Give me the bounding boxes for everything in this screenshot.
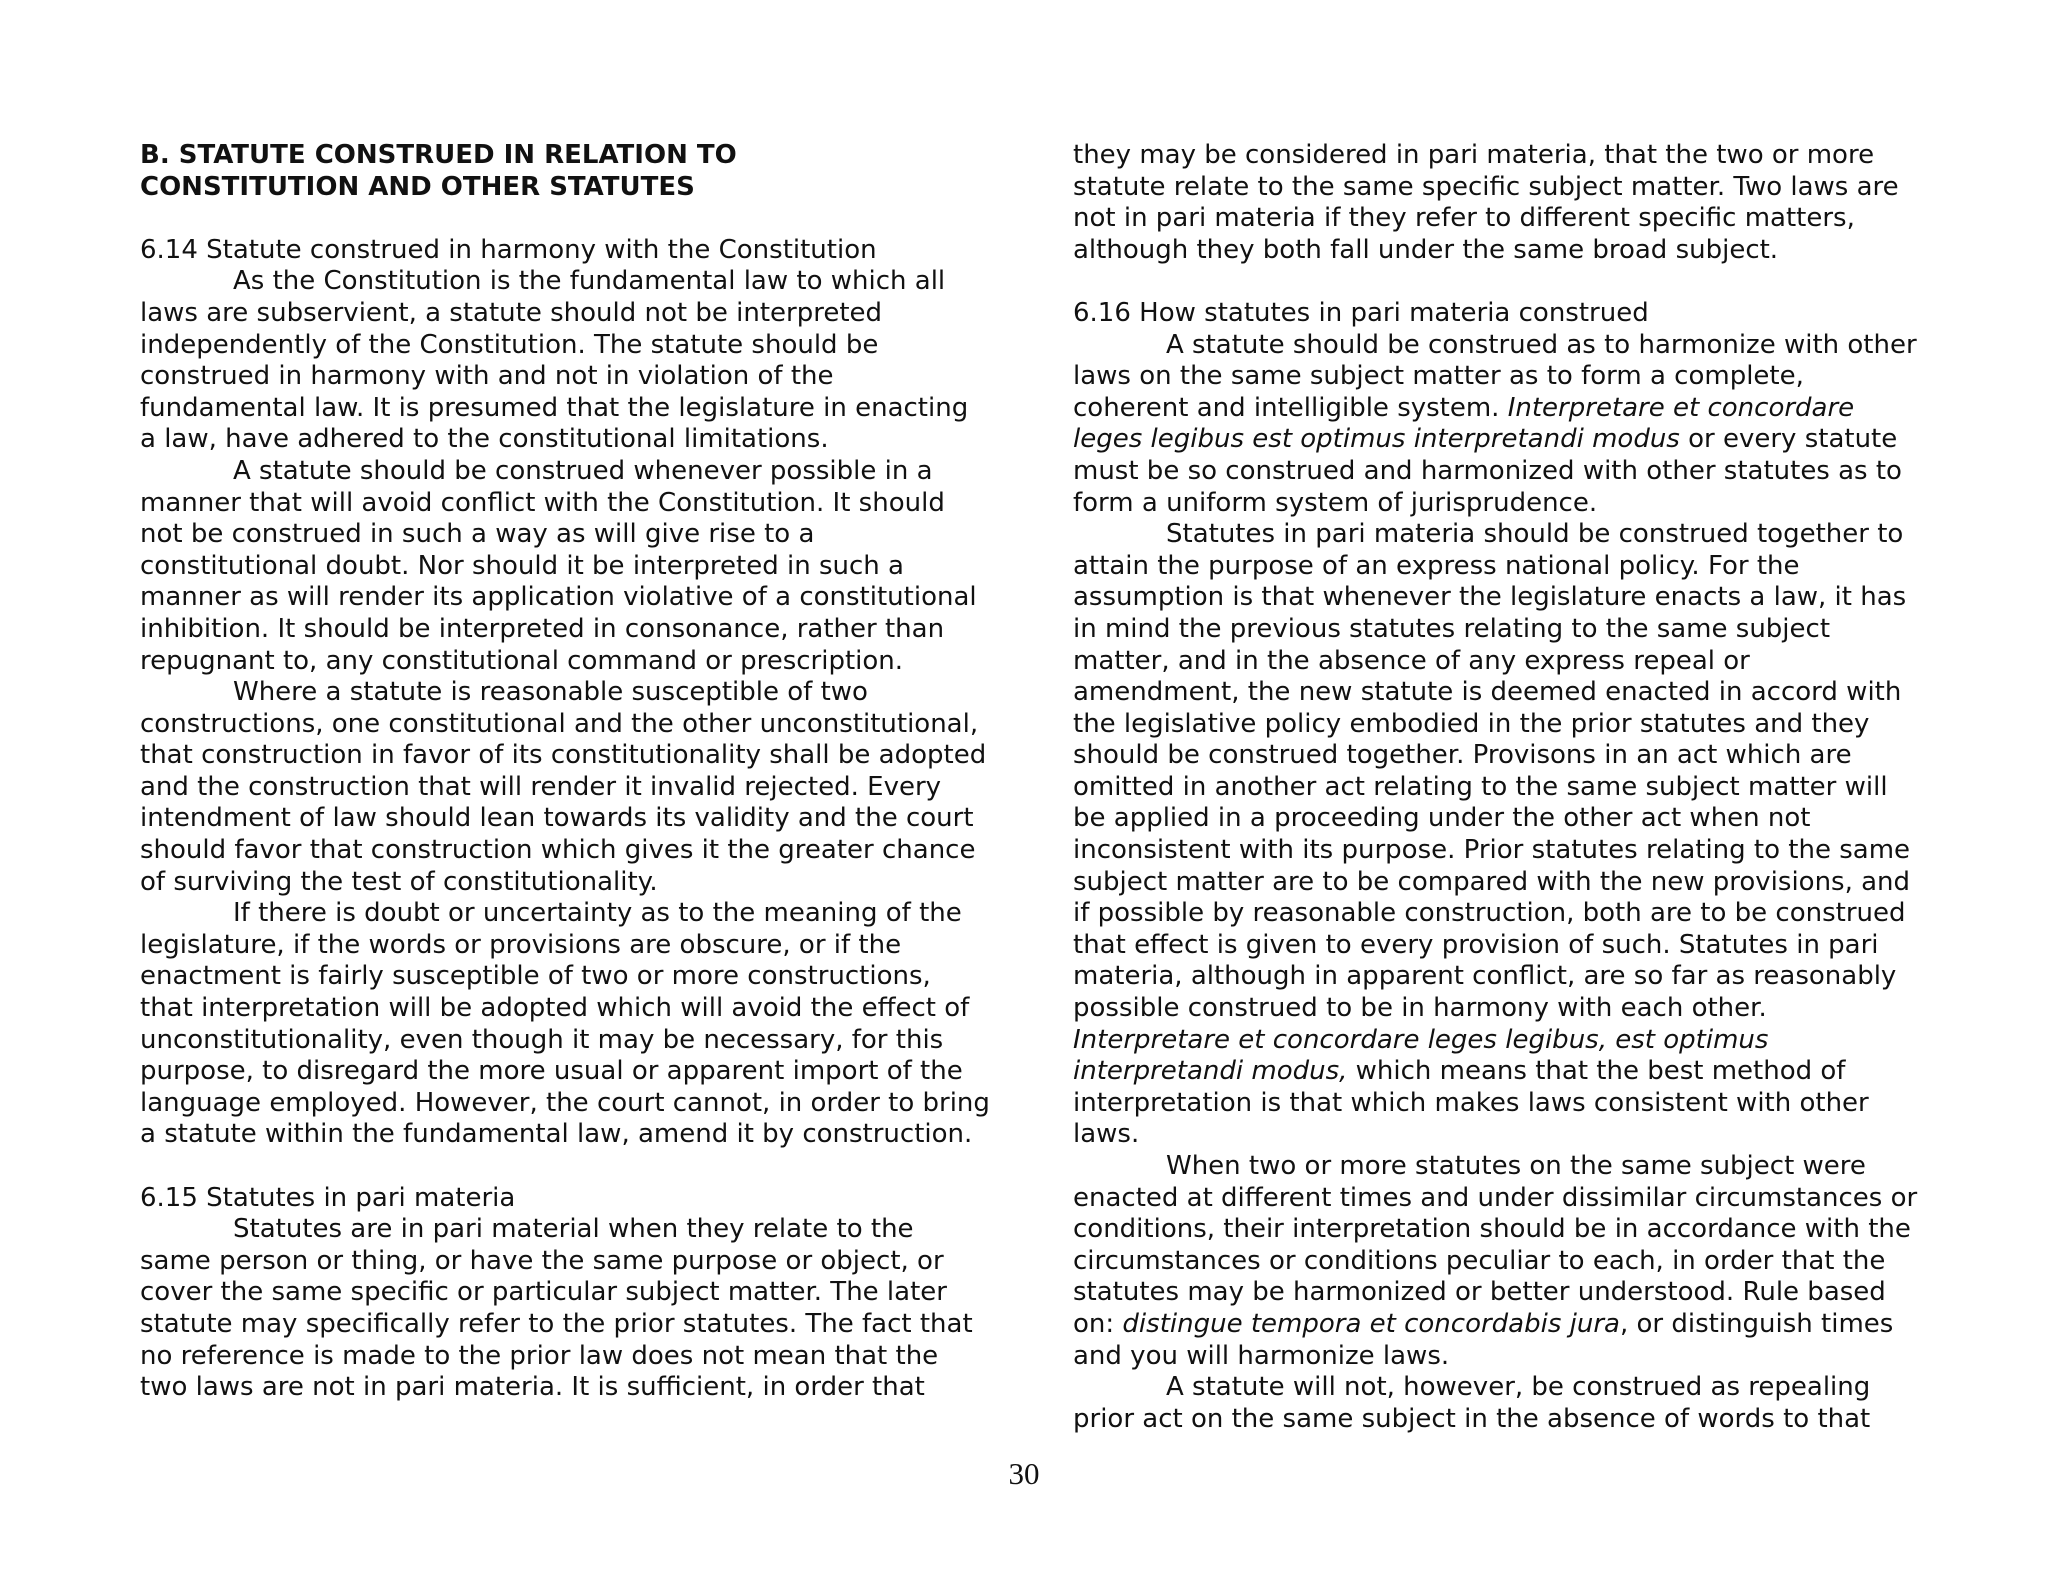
paragraph-text: which means that the best method of interpretation is that which makes laws consistent with other laws. [1073, 1056, 1869, 1150]
page-number: 30 [1008, 1456, 1040, 1491]
paragraph-text: , or distinguish times and you will harmonize laws. [1073, 1308, 1894, 1371]
paragraph-text: or every statute must be so construed and harmonized with other statutes as to form a uniform system of jurisprudence. [1073, 424, 1902, 518]
section-6-16-paragraph-4: A statute will not, however, be construed as repealing prior act on the same subject in the absence of words to that [1073, 1372, 1871, 1434]
section-heading-line-1: B. STATUTE CONSTRUED IN RELATION TO [140, 140, 737, 170]
paragraph-text: When two or more statutes on the same subject were enacted at different times and under dissimilar circumstances or conditions, their interpretation should be in accordance with the circumstances or conditions peculiar to each, in order that the statutes may be harmonized or better understood. Rule based on: [1073, 1151, 1918, 1339]
section-heading-line-2: CONSTITUTION AND OTHER STATUTES [140, 171, 695, 202]
section-6-15-title: 6.15 Statutes in pari materia [140, 1182, 516, 1213]
section-6-14-paragraph-2: A statute should be construed whenever possible in a manner that will avoid conflict with the Constitution. It should not be construed in such a way as will give rise to a constitutional doubt. Nor should it be interpreted in such a manner as will render its application violative of a constitutional inhibition. It should be interpreted in consonance, rather than repugnant to, any constitutional command or prescription. [140, 455, 977, 676]
latin-maxim: distingue tempora et concordabis jura [1122, 1308, 1620, 1339]
latin-maxim: Interpretare et concordare leges legibus, est optimus interpretandi modus, [1073, 1024, 1769, 1087]
section-heading [140, 140, 990, 203]
spacer [140, 1151, 990, 1183]
section-6-14-paragraph-3: Where a statute is reasonable susceptible of two constructions, one constitutional and the other unconstitutional, that construction in favor of its constitutionality shall be adopted and the construction that will render it invalid rejected. Every intendment of law should lean towards its validity and the court should favor that construction which gives it the greater chance of surviving the test of constitutionality. [140, 677, 987, 897]
left-column [140, 140, 990, 1404]
paragraph-text: A statute should be construed as to harmonize with other laws on the same subject matter as to form a complete, coherent and intelligible system. [1073, 329, 1917, 423]
spacer [1073, 266, 1923, 298]
section-6-14-paragraph-1: As the Constitution is the fundamental law to which all laws are subservient, a statute should not be interpreted independently of the Constitution. The statute should be construed in harmony with and not in violation of the fundamental law. It is presumed that the legislature in enacting a law, have adhered to the constitutional limitations. [140, 266, 969, 455]
section-6-16-paragraph-3 [1073, 1151, 1923, 1372]
spacer [140, 203, 990, 235]
section-6-16-paragraph-2 [1073, 519, 1923, 1151]
section-6-14-title: 6.14 Statute construed in harmony with the Constitution [140, 234, 877, 265]
section-6-15-paragraph-1: Statutes are in pari material when they relate to the same person or thing, or have the same purpose or object, or cover the same specific or particular subject matter. The later statute may specifically refer to the prior statutes. The fact that no reference is made to the prior law does not mean that the two laws are not in pari materia. It is sufficient, in order that [140, 1214, 973, 1403]
section-6-16-title: 6.16 How statutes in pari materia construed [1073, 297, 1649, 328]
latin-maxim: Interpretare et concordare leges legibus est optimus interpretandi modus [1073, 392, 1855, 455]
section-6-16-paragraph-1 [1073, 330, 1923, 520]
paragraph-text: Statutes in pari materia should be construed together to attain the purpose of an express national policy. For the assumption is that whenever the legislature enacts a law, it has in mind the previous statutes relating to the same subject matter, and in the absence of any express repeal or amendment, the new statute is deemed enacted in accord with the legislative policy embodied in the prior statutes and they should be construed together. Provisons in an act which are omitted in another act relating to the same subject matter will be applied in a proceeding under the other act when not inconsistent with its purpose. Prior statutes relating to the same subject matter are to be compared with the new provisions, and if possible by reasonable construction, both are to be construed that effect is given to every provision of such. Statutes in pari materia, although in apparent conflict, are so far as reasonably possible construed to be in harmony with each other. [1073, 519, 1911, 1024]
section-6-14-paragraph-4: If there is doubt or uncertainty as to the meaning of the legislature, if the words or provisions are obscure, or if the enactment is fairly susceptible of two or more constructions, that interpretation will be adopted which will avoid the effect of unconstitutionality, even though it may be necessary, for this purpose, to disregard the more usual or apparent import of the language employed. However, the court cannot, in order to bring a statute within the fundamental law, amend it by construction. [140, 898, 990, 1150]
right-column [1073, 140, 1923, 1435]
section-6-15-continuation: they may be considered in pari materia, that the two or more statute relate to the same specific subject matter. Two laws are not in pari materia if they refer to different specific matters, although they both fall under the same broad subject. [1073, 140, 1899, 265]
